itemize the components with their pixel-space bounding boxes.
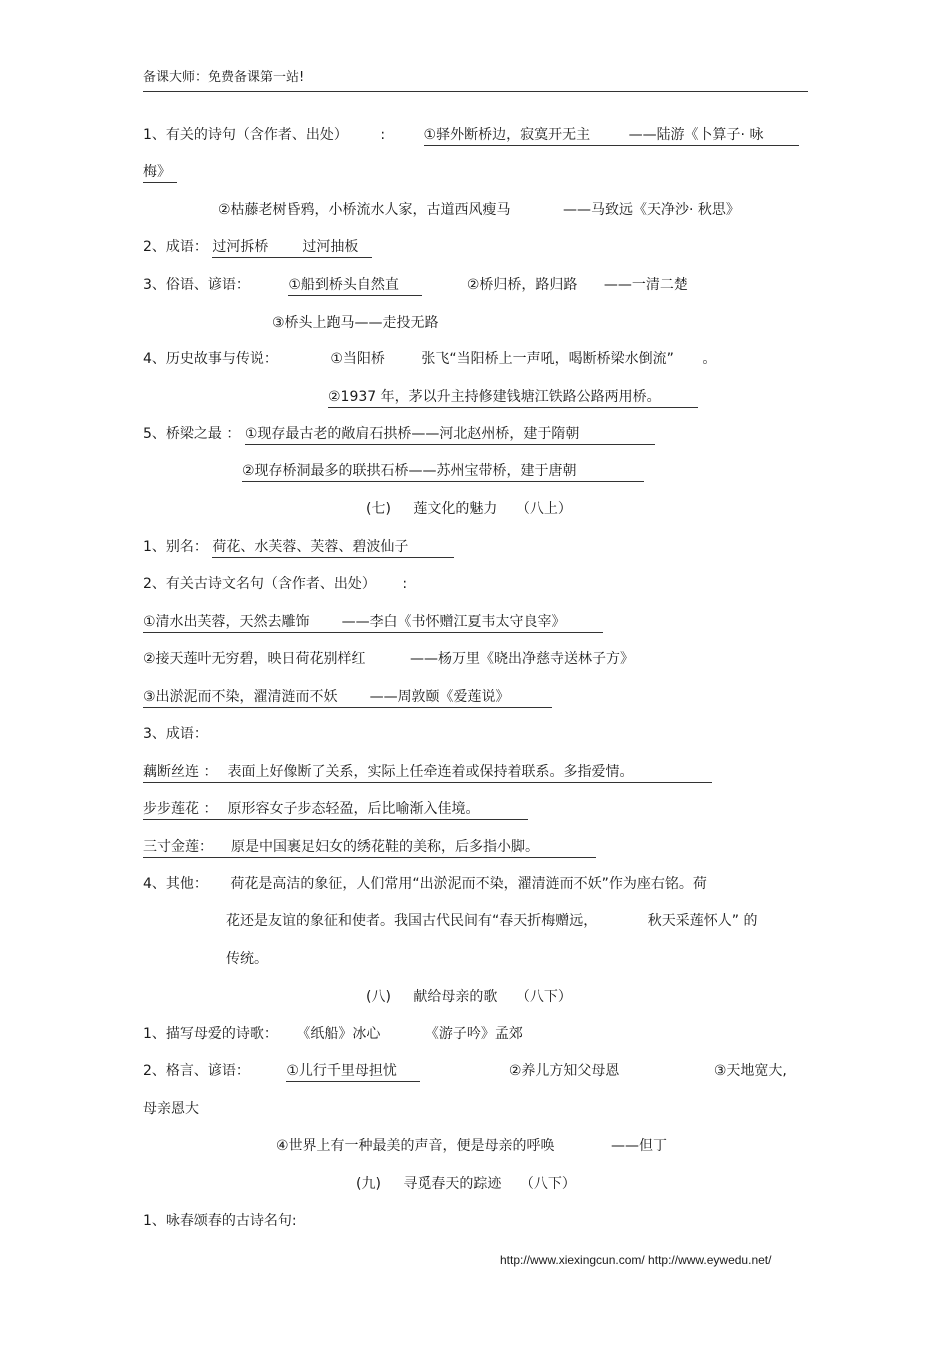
footer-url: http://www.xiexingcun.com/ http://www.eywedu.net/ xyxy=(500,1253,772,1267)
section-title-mother: (八) 献给母亲的歌 （八下） xyxy=(366,989,572,1005)
bridge-records: 5、桥梁之最 ： ①现存最古老的敞肩石拱桥——河北赵州桥，建于隋朝 xyxy=(143,425,655,445)
lotus-poem-2: ②接天莲叶无穷碧，映日荷花别样红 ——杨万里《晓出净慈寺送林子方》 xyxy=(143,651,635,667)
spring-poems-heading: 1、咏春颂春的古诗名句: xyxy=(143,1213,297,1229)
bridge-poems-line: 1、有关的诗句（含作者、出处） : ①驿外断桥边，寂寞开无主 ——陆游《卜算子· 咏 xyxy=(143,126,799,146)
section-title-lotus: (七) 莲文化的魅力 （八上） xyxy=(366,501,572,517)
bridge-story-2: ②1937 年，茅以升主持修建钱塘江铁路公路两用桥。 xyxy=(328,388,698,408)
mother-sayings-cont: 母亲恩大 xyxy=(143,1101,199,1117)
poem-answer: ①驿外断桥边，寂寞开无主 ——陆游《卜算子· 咏 xyxy=(424,126,799,146)
bridge-saying-3: ③桥头上跑马——走投无路 xyxy=(272,315,439,331)
page-header: 备课大师：免费备课第一站! xyxy=(143,70,305,85)
lotus-aliases: 1、别名： 荷花、水芙蓉、芙蓉、碧波仙子 xyxy=(143,538,454,558)
lotus-other-end: 传统。 xyxy=(226,951,268,967)
lotus-poem-1: ①清水出芙蓉，天然去雕饰 ——李白《书怀赠江夏韦太守良宰》 xyxy=(143,613,603,633)
bridge-poems-line-cont: 梅》 xyxy=(143,163,177,183)
bridge-sayings: 3、俗语、谚语： ①船到桥头自然直 ②桥归桥，路归路 ——一清二楚 xyxy=(143,276,688,296)
lotus-other-cont: 花还是友谊的象征和使者。我国古代民间有“春天折梅赠远， 秋天采莲怀人” 的 xyxy=(226,913,758,929)
mother-poems: 1、描写母爱的诗歌： 《纸船》冰心 《游子吟》孟郊 xyxy=(143,1026,523,1042)
lotus-poems-heading: 2、有关古诗文名句（含作者、出处） : xyxy=(143,576,408,592)
section-title-spring: (九) 寻觅春天的踪迹 （八下） xyxy=(356,1176,576,1192)
bridge-idioms: 2、成语： 过河拆桥 过河抽板 xyxy=(143,238,372,258)
bridge-poem-2: ②枯藤老树昏鸦，小桥流水人家，古道西风瘦马 ——马致远《天净沙· 秋思》 xyxy=(218,202,740,218)
idiom-row: 步步莲花 ： 原形容女子步态轻盈，后比喻渐入佳境。 xyxy=(143,800,528,820)
mother-quote: ④世界上有一种最美的声音，便是母亲的呼唤 ——但丁 xyxy=(276,1138,668,1154)
mother-sayings: 2、格言、谚语： ①儿行千里母担忧 ②养儿方知父母恩 ③天地宽大, xyxy=(143,1062,787,1082)
idiom-row: 三寸金莲： 原是中国裹足妇女的绣花鞋的美称，后多指小脚。 xyxy=(143,838,596,858)
header-divider xyxy=(143,91,808,92)
bridge-record-2: ②现存桥洞最多的联拱石桥——苏州宝带桥，建于唐朝 xyxy=(242,462,644,482)
lotus-idioms-heading: 3、成语： xyxy=(143,726,208,742)
bridge-stories: 4、历史故事与传说： ①当阳桥 张飞“当阳桥上一声吼，喝断桥梁水倒流” 。 xyxy=(143,351,717,367)
idiom-row: 藕断丝连 ： 表面上好像断了关系，实际上任牵连着或保持着联系。多指爱情。 xyxy=(143,763,712,783)
item-label: 1、有关的诗句（含作者、出处） xyxy=(143,127,348,143)
lotus-poem-3: ③出淤泥而不染，濯清涟而不妖 ——周敦颐《爱莲说》 xyxy=(143,688,552,708)
lotus-other: 4、其他： 荷花是高洁的象征，人们常用“出淤泥而不染，濯清涟而不妖”作为座右铭。荷 xyxy=(143,876,707,892)
